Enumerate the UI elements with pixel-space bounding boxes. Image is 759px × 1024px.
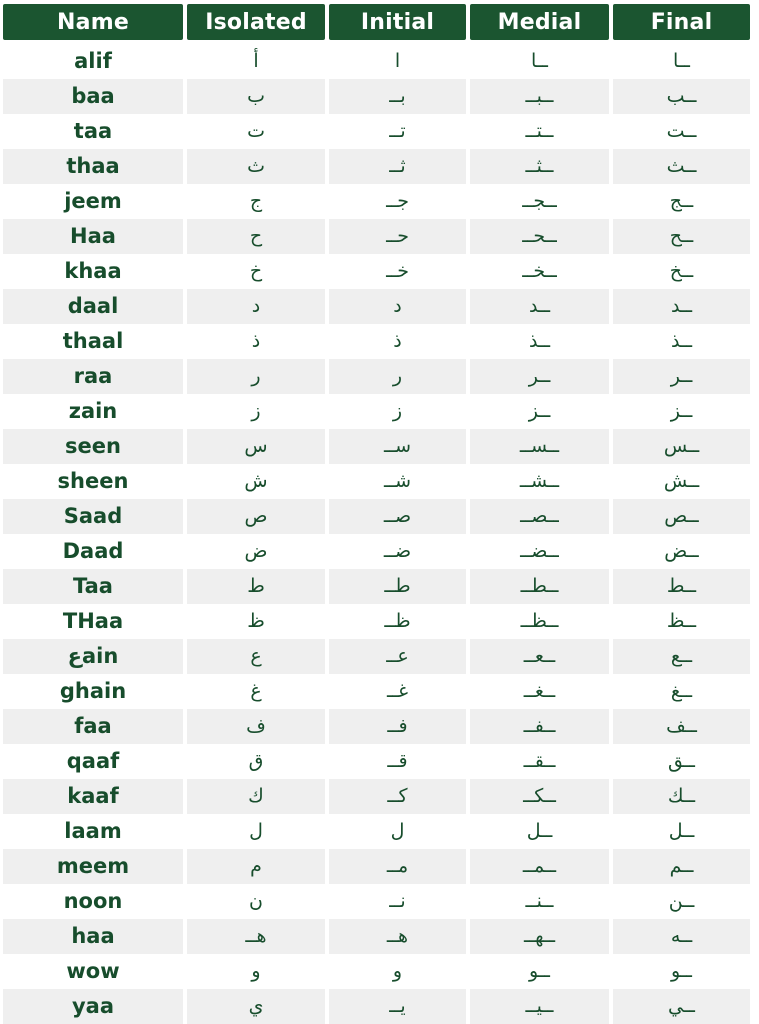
letter-medial-form-cell: ــصــ bbox=[470, 499, 609, 534]
table-row bbox=[3, 849, 756, 884]
letter-initial-form-cell: ر bbox=[329, 359, 466, 394]
table-row bbox=[3, 569, 756, 604]
letter-isolated-form-cell: ظ bbox=[247, 610, 265, 633]
letter-medial-form-cell: ــقــ bbox=[523, 750, 556, 773]
letter-initial-form-cell: نــ bbox=[389, 890, 406, 913]
letter-isolated-form-cell: غ bbox=[250, 680, 262, 703]
table-row bbox=[3, 499, 756, 534]
letter-name-cell: meem bbox=[3, 849, 183, 884]
letter-isolated-form-cell: خ bbox=[249, 260, 263, 283]
header-name: Name bbox=[3, 4, 183, 40]
letter-initial-form-cell: ظــ bbox=[384, 610, 411, 633]
table-row bbox=[3, 604, 756, 639]
letter-isolated-form-cell: ث bbox=[187, 149, 325, 184]
letter-initial-form-cell: حــ bbox=[329, 219, 466, 254]
letter-medial-form-cell: ــز bbox=[528, 400, 551, 423]
letter-name-cell: daal bbox=[3, 289, 183, 324]
letter-isolated-form-cell: ف bbox=[187, 709, 325, 744]
letter-final-form-cell: ــز bbox=[670, 400, 693, 423]
table-row bbox=[3, 814, 756, 849]
letter-isolated-form-cell: ذ bbox=[251, 330, 261, 353]
letter-name-cell: haa bbox=[3, 919, 183, 954]
letter-name-cell: THaa bbox=[62, 609, 124, 634]
letter-medial-form-cell: ــخــ bbox=[522, 260, 557, 283]
table-row bbox=[3, 919, 756, 954]
letter-initial-form-cell: فــ bbox=[329, 709, 466, 744]
letter-name-cell: ghain bbox=[59, 679, 127, 704]
letter-medial-form-cell: ــذ bbox=[528, 330, 551, 353]
header-isolated: Isolated bbox=[187, 4, 325, 40]
letter-initial-form-cell: عــ bbox=[329, 639, 466, 674]
letter-final-form-cell: ــه bbox=[613, 919, 750, 954]
letter-initial-form-cell: بــ bbox=[329, 79, 466, 114]
letter-name-cell: thaal bbox=[62, 329, 124, 354]
letter-final-form-cell: ــذ bbox=[670, 330, 693, 353]
letter-final-form-cell: ــب bbox=[613, 79, 750, 114]
letter-medial-form-cell: ــيــ bbox=[470, 989, 609, 1024]
table-row bbox=[3, 709, 756, 744]
table-row bbox=[3, 744, 756, 779]
letter-final-form-cell: ــط bbox=[613, 569, 750, 604]
letter-initial-form-cell: شــ bbox=[383, 470, 412, 493]
letter-initial-form-cell: يــ bbox=[329, 989, 466, 1024]
letter-name-cell: taa bbox=[73, 119, 113, 144]
letter-medial-form-cell: ــشــ bbox=[519, 470, 560, 493]
letter-final-form-cell: ــغ bbox=[670, 680, 693, 703]
letter-name-cell: kaaf bbox=[3, 779, 183, 814]
letter-final-form-cell: ــم bbox=[613, 849, 750, 884]
letter-medial-form-cell: ــبــ bbox=[470, 79, 609, 114]
letter-medial-form-cell: ــحــ bbox=[470, 219, 609, 254]
letter-name-cell: seen bbox=[3, 429, 183, 464]
table-row bbox=[3, 289, 756, 324]
table-row bbox=[3, 954, 756, 989]
letter-final-form-cell: ــع bbox=[613, 639, 750, 674]
letter-initial-form-cell: و bbox=[392, 960, 403, 983]
letter-name-cell: baa bbox=[3, 79, 183, 114]
letter-final-form-cell: ــس bbox=[613, 429, 750, 464]
letter-isolated-form-cell: ص bbox=[187, 499, 325, 534]
letter-isolated-form-cell: و bbox=[251, 960, 261, 983]
letter-isolated-form-cell: ج bbox=[249, 190, 263, 213]
table-row bbox=[3, 674, 756, 709]
table-row bbox=[3, 359, 756, 394]
letter-name-cell: sheen bbox=[57, 469, 129, 494]
letter-initial-form-cell: غــ bbox=[386, 680, 409, 703]
letter-medial-form-cell: ــر bbox=[470, 359, 609, 394]
letter-initial-form-cell: هــ bbox=[329, 919, 466, 954]
letter-medial-form-cell: ــنــ bbox=[525, 890, 554, 913]
letter-initial-form-cell: جــ bbox=[386, 190, 409, 213]
table-body bbox=[3, 44, 756, 1024]
table-row bbox=[3, 254, 756, 289]
letter-medial-form-cell: ــل bbox=[526, 820, 553, 843]
letter-name-cell: عain bbox=[3, 639, 183, 674]
table-row bbox=[3, 639, 756, 674]
letter-isolated-form-cell: ل bbox=[249, 820, 263, 843]
letter-medial-form-cell: ــو bbox=[529, 960, 550, 983]
letter-medial-form-cell: ــطــ bbox=[470, 569, 609, 604]
table-row bbox=[3, 429, 756, 464]
letter-isolated-form-cell: ح bbox=[187, 219, 325, 254]
letter-final-form-cell: ــك bbox=[613, 779, 750, 814]
letter-initial-form-cell: كــ bbox=[329, 779, 466, 814]
letter-final-form-cell: ــل bbox=[668, 820, 695, 843]
letter-final-form-cell: ــح bbox=[613, 219, 750, 254]
letter-isolated-form-cell: ض bbox=[244, 540, 268, 563]
table-row bbox=[3, 44, 756, 79]
letter-final-form-cell: ــج bbox=[669, 190, 694, 213]
letter-final-form-cell: ــص bbox=[613, 499, 750, 534]
letter-initial-form-cell: تــ bbox=[389, 120, 406, 143]
letter-name-cell: alif bbox=[74, 49, 112, 74]
letter-name-cell: faa bbox=[3, 709, 183, 744]
table-row bbox=[3, 464, 756, 499]
letter-medial-form-cell: ــهــ bbox=[470, 919, 609, 954]
letter-final-form-cell: ــث bbox=[613, 149, 750, 184]
letter-medial-form-cell: ــعــ bbox=[470, 639, 609, 674]
letter-name-cell: jeem bbox=[64, 189, 122, 214]
letter-isolated-form-cell: د bbox=[187, 289, 325, 324]
letter-name-cell: raa bbox=[3, 359, 183, 394]
header-initial: Initial bbox=[329, 4, 466, 40]
table-row bbox=[3, 114, 756, 149]
letter-isolated-form-cell: ز bbox=[251, 400, 261, 423]
letter-initial-form-cell: ا bbox=[394, 50, 401, 73]
letter-name-cell: Haa bbox=[3, 219, 183, 254]
letter-medial-form-cell: ــظــ bbox=[520, 610, 559, 633]
letter-initial-form-cell: قــ bbox=[387, 750, 408, 773]
letter-final-form-cell: ــد bbox=[613, 289, 750, 324]
letter-name-cell: Daad bbox=[62, 539, 124, 564]
letter-initial-form-cell: صــ bbox=[329, 499, 466, 534]
letter-medial-form-cell: ــكــ bbox=[470, 779, 609, 814]
table-row bbox=[3, 324, 756, 359]
letter-final-form-cell: ــر bbox=[613, 359, 750, 394]
letter-initial-form-cell: طــ bbox=[329, 569, 466, 604]
header-final: Final bbox=[613, 4, 750, 40]
table-row bbox=[3, 534, 756, 569]
letter-name-cell: khaa bbox=[64, 259, 122, 284]
letter-name-cell: zain bbox=[68, 399, 118, 424]
letter-initial-form-cell: مــ bbox=[329, 849, 466, 884]
letter-isolated-form-cell: ع bbox=[187, 639, 325, 674]
letter-isolated-form-cell: ب bbox=[187, 79, 325, 114]
letter-initial-form-cell: ســ bbox=[329, 429, 466, 464]
letter-initial-form-cell: خــ bbox=[386, 260, 409, 283]
letter-isolated-form-cell: أ bbox=[253, 50, 259, 73]
letter-initial-form-cell: ز bbox=[392, 400, 403, 423]
letter-isolated-form-cell: ق bbox=[248, 750, 264, 773]
letter-name-cell: Taa bbox=[3, 569, 183, 604]
letter-medial-form-cell: ــتــ bbox=[525, 120, 554, 143]
table-row bbox=[3, 219, 756, 254]
letter-final-form-cell: ــن bbox=[668, 890, 695, 913]
table-row bbox=[3, 989, 756, 1024]
letter-isolated-form-cell: ي bbox=[187, 989, 325, 1024]
letter-medial-form-cell: ــســ bbox=[470, 429, 609, 464]
table-row bbox=[3, 184, 756, 219]
letter-name-cell: Saad bbox=[3, 499, 183, 534]
letter-isolated-form-cell: هــ bbox=[187, 919, 325, 954]
letter-medial-form-cell: ــغــ bbox=[523, 680, 556, 703]
letter-initial-form-cell: ثــ bbox=[329, 149, 466, 184]
letter-final-form-cell: ــو bbox=[671, 960, 692, 983]
letter-final-form-cell: ــا bbox=[673, 50, 690, 73]
letter-name-cell: qaaf bbox=[66, 749, 120, 774]
letter-isolated-form-cell: ت bbox=[247, 120, 265, 143]
letter-medial-form-cell: ــمــ bbox=[470, 849, 609, 884]
letter-medial-form-cell: ــضــ bbox=[520, 540, 559, 563]
letter-final-form-cell: ــت bbox=[666, 120, 697, 143]
letter-isolated-form-cell: س bbox=[187, 429, 325, 464]
letter-name-cell: wow bbox=[66, 959, 120, 984]
letter-final-form-cell: ــي bbox=[613, 989, 750, 1024]
letter-medial-form-cell: ــثــ bbox=[470, 149, 609, 184]
arabic-letter-forms-table bbox=[3, 4, 756, 1024]
letter-final-form-cell: ــش bbox=[663, 470, 700, 493]
letter-initial-form-cell: ضــ bbox=[383, 540, 412, 563]
table-header-row bbox=[3, 4, 756, 40]
letter-medial-form-cell: ــجــ bbox=[522, 190, 557, 213]
letter-initial-form-cell: د bbox=[329, 289, 466, 324]
letter-final-form-cell: ــض bbox=[664, 540, 699, 563]
letter-name-cell: noon bbox=[63, 889, 123, 914]
letter-final-form-cell: ــق bbox=[668, 750, 695, 773]
letter-final-form-cell: ــظ bbox=[666, 610, 697, 633]
header-medial: Medial bbox=[470, 4, 609, 40]
letter-final-form-cell: ــف bbox=[613, 709, 750, 744]
table-row bbox=[3, 779, 756, 814]
letter-isolated-form-cell: ش bbox=[244, 470, 268, 493]
letter-final-form-cell: ــخ bbox=[669, 260, 694, 283]
letter-initial-form-cell: ذ bbox=[393, 330, 402, 353]
table-row bbox=[3, 884, 756, 919]
letter-medial-form-cell: ــفــ bbox=[470, 709, 609, 744]
letter-name-cell: thaa bbox=[3, 149, 183, 184]
letter-isolated-form-cell: م bbox=[187, 849, 325, 884]
table-row bbox=[3, 79, 756, 114]
letter-name-cell: laam bbox=[64, 819, 122, 844]
letter-medial-form-cell: ــا bbox=[531, 50, 548, 73]
letter-name-cell: yaa bbox=[3, 989, 183, 1024]
letter-isolated-form-cell: ن bbox=[249, 890, 263, 913]
letter-isolated-form-cell: ك bbox=[187, 779, 325, 814]
table-row bbox=[3, 149, 756, 184]
letter-isolated-form-cell: ط bbox=[187, 569, 325, 604]
table-row bbox=[3, 394, 756, 429]
letter-medial-form-cell: ــد bbox=[470, 289, 609, 324]
letter-initial-form-cell: ل bbox=[390, 820, 405, 843]
letter-isolated-form-cell: ر bbox=[187, 359, 325, 394]
